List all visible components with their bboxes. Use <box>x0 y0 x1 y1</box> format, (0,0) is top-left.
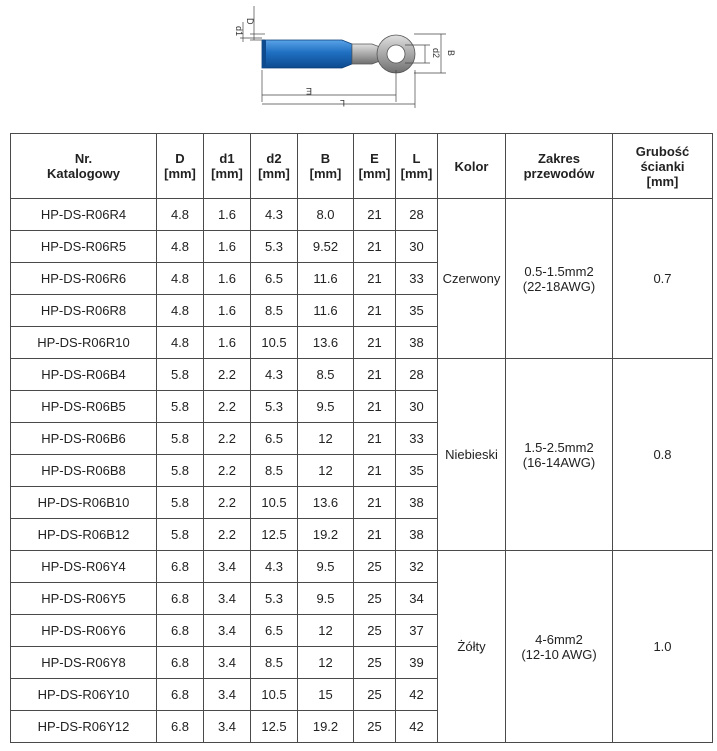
cell-catalog-number: HP-DS-R06Y10 <box>11 679 157 711</box>
cell-catalog-number: HP-DS-R06B12 <box>11 519 157 551</box>
header-B <box>298 134 354 199</box>
cell-catalog-number: HP-DS-R06Y6 <box>11 615 157 647</box>
cell-D: 6.8 <box>157 711 204 743</box>
cell-D: 5.8 <box>157 455 204 487</box>
cell-E: 21 <box>354 519 396 551</box>
cell-L: 35 <box>396 455 438 487</box>
header-line: L <box>412 151 421 166</box>
header-line: przewodów <box>523 166 595 181</box>
ring-terminal-diagram <box>0 0 717 128</box>
header-color <box>438 134 506 199</box>
cell-E: 25 <box>354 647 396 679</box>
cell-catalog-number: HP-DS-R06B4 <box>11 359 157 391</box>
cell-L: 37 <box>396 615 438 647</box>
cell-d2: 4.3 <box>251 359 298 391</box>
cell-d1: 1.6 <box>204 199 251 231</box>
ring-terminal <box>262 35 415 73</box>
header-E <box>354 134 396 199</box>
cell-catalog-number: HP-DS-R06R8 <box>11 295 157 327</box>
cell-d2: 12.5 <box>251 711 298 743</box>
header-line: [mm] <box>400 166 433 181</box>
cell-L: 38 <box>396 327 438 359</box>
table-header-row <box>11 134 713 199</box>
cell-E: 25 <box>354 711 396 743</box>
cell-catalog-number: HP-DS-R06Y12 <box>11 711 157 743</box>
cell-L: 39 <box>396 647 438 679</box>
cell-D: 5.8 <box>157 391 204 423</box>
cell-L: 33 <box>396 423 438 455</box>
header-d1 <box>204 134 251 199</box>
cell-D: 6.8 <box>157 583 204 615</box>
cell-L: 32 <box>396 551 438 583</box>
cell-wall-thickness: 0.7 <box>613 199 713 359</box>
cell-E: 21 <box>354 455 396 487</box>
cell-L: 42 <box>396 711 438 743</box>
cell-E: 21 <box>354 359 396 391</box>
header-line: [mm] <box>646 173 679 189</box>
dimension-D-label: D <box>245 18 255 25</box>
header-line: Katalogowy <box>47 166 120 181</box>
header-catalog-number <box>11 134 157 199</box>
table-row <box>11 199 713 231</box>
table-row <box>11 359 713 391</box>
cell-E: 25 <box>354 551 396 583</box>
header-line: Zakres <box>538 151 580 166</box>
cell-d1: 3.4 <box>204 583 251 615</box>
cell-d2: 6.5 <box>251 263 298 295</box>
cell-L: 42 <box>396 679 438 711</box>
cell-color: Żółty <box>438 551 506 743</box>
cell-d1: 3.4 <box>204 615 251 647</box>
cell-d2: 10.5 <box>251 679 298 711</box>
cell-D: 4.8 <box>157 327 204 359</box>
cell-wire-range <box>506 359 613 551</box>
cell-D: 6.8 <box>157 647 204 679</box>
cell-L: 28 <box>396 359 438 391</box>
cell-E: 21 <box>354 295 396 327</box>
cell-d2: 8.5 <box>251 647 298 679</box>
header-L <box>396 134 438 199</box>
cell-d2: 5.3 <box>251 231 298 263</box>
cell-L: 30 <box>396 391 438 423</box>
cell-d1: 2.2 <box>204 455 251 487</box>
cell-B: 19.2 <box>298 519 354 551</box>
cell-wall-thickness: 1.0 <box>613 551 713 743</box>
cell-B: 19.2 <box>298 711 354 743</box>
dimension-d1-label: d1 <box>234 26 244 37</box>
header-line: [mm] <box>309 166 342 181</box>
dimension-B-label: B <box>446 50 456 57</box>
cell-E: 21 <box>354 263 396 295</box>
cell-d1: 3.4 <box>204 647 251 679</box>
header-line: Kolor <box>454 158 489 174</box>
cell-D: 5.8 <box>157 359 204 391</box>
wire-range-mm2: 0.5-1.5mm2 <box>524 263 594 279</box>
cell-L: 38 <box>396 487 438 519</box>
cell-catalog-number: HP-DS-R06R5 <box>11 231 157 263</box>
wire-range-awg: (22-18AWG) <box>522 278 596 294</box>
cell-d1: 2.2 <box>204 519 251 551</box>
header-wall-thickness <box>613 134 713 199</box>
wire-range-awg: (12-10 AWG) <box>521 646 597 662</box>
table-body <box>11 199 713 743</box>
cell-D: 5.8 <box>157 519 204 551</box>
cell-L: 38 <box>396 519 438 551</box>
header-line: d1 <box>219 151 235 166</box>
header-d2 <box>251 134 298 199</box>
header-line: E <box>370 151 379 166</box>
cell-E: 21 <box>354 423 396 455</box>
header-line: Grubość ścianki <box>635 143 690 174</box>
cell-d2: 6.5 <box>251 615 298 647</box>
wire-range-mm2: 1.5-2.5mm2 <box>524 439 594 455</box>
cell-d2: 8.5 <box>251 455 298 487</box>
cell-d1: 3.4 <box>204 679 251 711</box>
cell-D: 6.8 <box>157 615 204 647</box>
cell-d2: 4.3 <box>251 551 298 583</box>
cell-catalog-number: HP-DS-R06B8 <box>11 455 157 487</box>
header-line: [mm] <box>211 166 243 181</box>
cell-d2: 10.5 <box>251 327 298 359</box>
cell-B: 9.5 <box>298 391 354 423</box>
cell-d1: 3.4 <box>204 711 251 743</box>
cell-B: 9.5 <box>298 551 354 583</box>
cell-D: 6.8 <box>157 551 204 583</box>
header-line: Nr. <box>74 151 93 166</box>
dimension-d2-label: d2 <box>431 48 441 59</box>
cell-E: 25 <box>354 679 396 711</box>
cell-B: 12 <box>298 647 354 679</box>
header-line: [mm] <box>358 166 391 181</box>
cell-E: 21 <box>354 199 396 231</box>
cell-d1: 1.6 <box>204 231 251 263</box>
cell-d1: 3.4 <box>204 551 251 583</box>
header-D <box>157 134 204 199</box>
cell-D: 5.8 <box>157 487 204 519</box>
header-line: D <box>175 151 185 166</box>
cell-E: 21 <box>354 327 396 359</box>
cell-catalog-number: HP-DS-R06B6 <box>11 423 157 455</box>
dimension-E-label: E <box>305 86 312 96</box>
cell-d1: 2.2 <box>204 391 251 423</box>
cell-D: 4.8 <box>157 295 204 327</box>
cell-wall-thickness: 0.8 <box>613 359 713 551</box>
cell-d1: 1.6 <box>204 327 251 359</box>
cell-D: 4.8 <box>157 231 204 263</box>
cell-d2: 6.5 <box>251 423 298 455</box>
cell-E: 25 <box>354 615 396 647</box>
cell-d2: 5.3 <box>251 391 298 423</box>
cell-D: 4.8 <box>157 263 204 295</box>
header-line: [mm] <box>164 166 196 181</box>
cell-E: 21 <box>354 231 396 263</box>
cell-d2: 8.5 <box>251 295 298 327</box>
cell-color: Czerwony <box>438 199 506 359</box>
dimension-L-label: L <box>339 98 345 108</box>
specification-table <box>10 133 713 743</box>
cell-B: 8.5 <box>298 359 354 391</box>
cell-L: 33 <box>396 263 438 295</box>
table-row <box>11 551 713 583</box>
cell-d2: 12.5 <box>251 519 298 551</box>
cell-catalog-number: HP-DS-R06Y8 <box>11 647 157 679</box>
cell-d2: 5.3 <box>251 583 298 615</box>
cell-E: 21 <box>354 391 396 423</box>
cell-catalog-number: HP-DS-R06R10 <box>11 327 157 359</box>
header-line: d2 <box>266 151 282 166</box>
header-line: B <box>320 151 331 166</box>
wire-range-mm2: 4-6mm2 <box>535 631 583 647</box>
cell-L: 34 <box>396 583 438 615</box>
cell-L: 30 <box>396 231 438 263</box>
cell-B: 12 <box>298 423 354 455</box>
cell-D: 6.8 <box>157 679 204 711</box>
dimension-E <box>262 70 396 102</box>
cell-B: 15 <box>298 679 354 711</box>
cell-d1: 1.6 <box>204 295 251 327</box>
cell-B: 12 <box>298 455 354 487</box>
cell-d1: 2.2 <box>204 487 251 519</box>
cell-B: 11.6 <box>298 295 354 327</box>
cell-D: 5.8 <box>157 423 204 455</box>
cell-d1: 2.2 <box>204 359 251 391</box>
cell-L: 35 <box>396 295 438 327</box>
cell-catalog-number: HP-DS-R06R4 <box>11 199 157 231</box>
dimension-L <box>262 70 415 108</box>
cell-d2: 4.3 <box>251 199 298 231</box>
wire-range-awg: (16-14AWG) <box>522 454 596 470</box>
cell-D: 4.8 <box>157 199 204 231</box>
cell-catalog-number: HP-DS-R06B10 <box>11 487 157 519</box>
cell-B: 11.6 <box>298 263 354 295</box>
cell-B: 8.0 <box>298 199 354 231</box>
cell-E: 21 <box>354 487 396 519</box>
cell-d2: 10.5 <box>251 487 298 519</box>
cell-catalog-number: HP-DS-R06R6 <box>11 263 157 295</box>
cell-catalog-number: HP-DS-R06Y5 <box>11 583 157 615</box>
header-wire-range <box>506 134 613 199</box>
cell-d1: 2.2 <box>204 423 251 455</box>
cell-B: 9.5 <box>298 583 354 615</box>
cell-d1: 1.6 <box>204 263 251 295</box>
cell-catalog-number: HP-DS-R06Y4 <box>11 551 157 583</box>
cell-L: 28 <box>396 199 438 231</box>
cell-B: 13.6 <box>298 327 354 359</box>
dimension-B <box>414 34 446 73</box>
header-line: [mm] <box>258 166 290 181</box>
cell-wire-range <box>506 199 613 359</box>
cell-wire-range <box>506 551 613 743</box>
cell-color: Niebieski <box>438 359 506 551</box>
cell-E: 25 <box>354 583 396 615</box>
cell-B: 9.52 <box>298 231 354 263</box>
cell-B: 12 <box>298 615 354 647</box>
cell-catalog-number: HP-DS-R06B5 <box>11 391 157 423</box>
cell-B: 13.6 <box>298 487 354 519</box>
